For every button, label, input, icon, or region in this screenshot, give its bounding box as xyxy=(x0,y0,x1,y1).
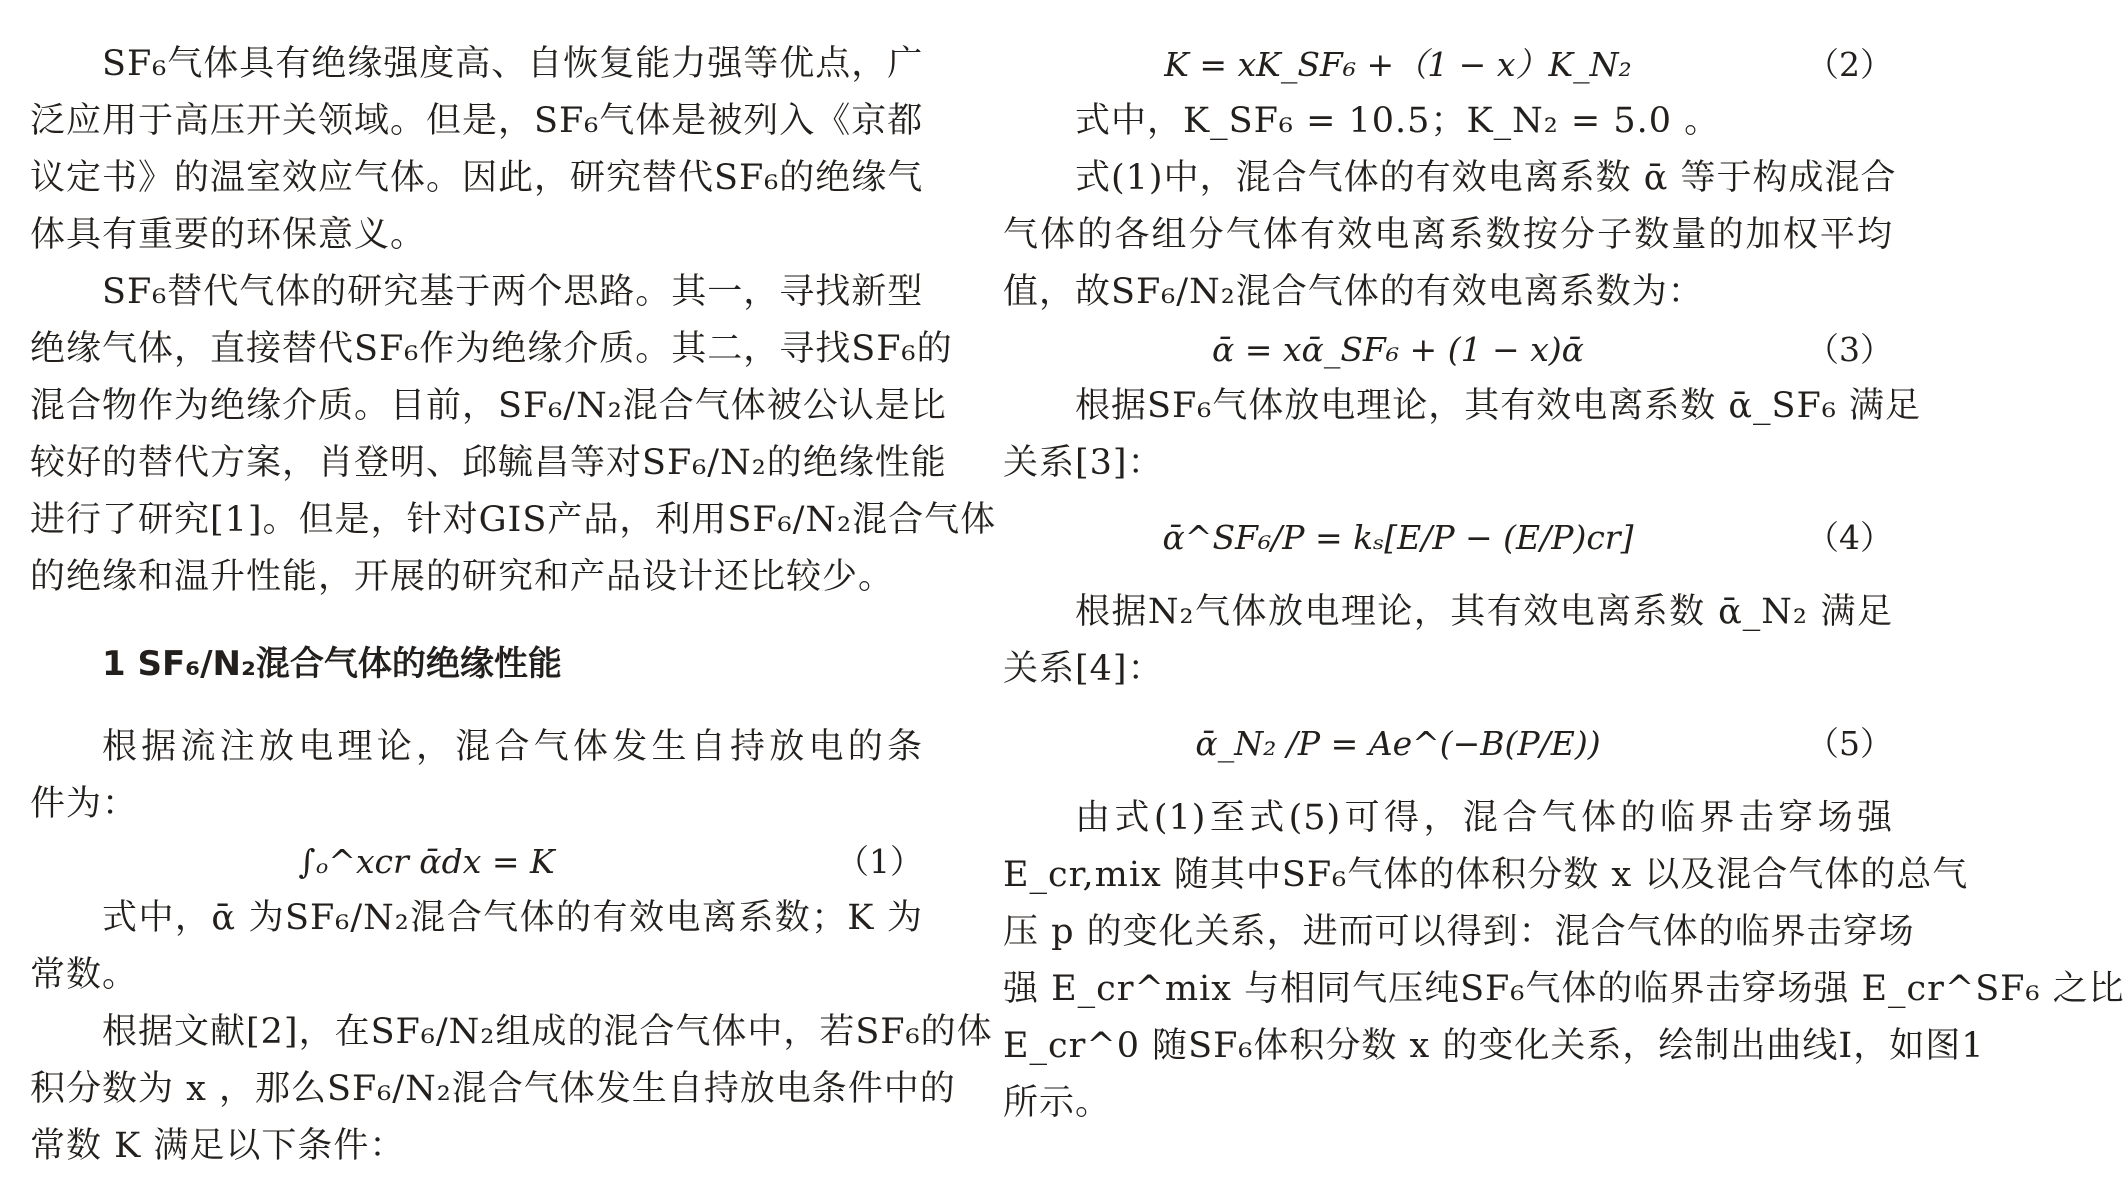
left-column xyxy=(30,36,997,1175)
equation-number: （5） xyxy=(1806,724,1893,763)
alpha-definition-paragraph xyxy=(30,890,923,1004)
text-line: 根据SF₆气体放电理论，其有效电离系数 ᾱ_SF₆ 满足 xyxy=(1075,386,1921,426)
text-line: 体具有重要的环保意义。 xyxy=(30,215,427,255)
right-column xyxy=(1003,36,2125,1132)
equation-text: ᾱ^SF₆/P = kₛ[E/P − (E/P)cr] xyxy=(1162,518,1634,557)
intro-paragraph xyxy=(30,36,923,264)
equation-5 xyxy=(1003,698,1893,790)
text-line: 式(1)中，混合气体的有效电离系数 ᾱ 等于构成混合 xyxy=(1075,158,1897,198)
breakdown-field-paragraph xyxy=(1003,790,2125,1132)
constants-note: 式中，K_SF₆ = 10.5；K_N₂ = 5.0 。 xyxy=(1075,101,1721,141)
text-line: E_cr,mix 随其中SF₆气体的体积分数 x 以及混合气体的总气 xyxy=(1003,855,1969,895)
streamer-paragraph xyxy=(30,719,923,833)
equation-2 xyxy=(1003,36,1893,93)
text-line: E_cr^0 随SF₆体积分数 x 的变化关系，绘制出曲线Ⅰ，如图1 xyxy=(1003,1026,1985,1066)
text-line: 式中，ᾱ 为SF₆/N₂混合气体的有效电离系数；K 为 xyxy=(102,898,923,938)
equation-text: ∫ₒ^xcr ᾱdx = K xyxy=(298,842,555,881)
equation-text: K = xK_SF₆ +（1 − x）K_N₂ xyxy=(1164,45,1632,84)
text-line: 根据流注放电理论，混合气体发生自持放电的条 xyxy=(102,727,923,767)
text-line: 件为： xyxy=(30,784,139,824)
equation-1 xyxy=(30,833,923,890)
text-line: 根据N₂气体放电理论，其有效电离系数 ᾱ_N₂ 满足 xyxy=(1075,592,1893,632)
text-line: 值，故SF₆/N₂混合气体的有效电离系数为： xyxy=(1003,272,1704,312)
reference-paragraph xyxy=(30,1004,993,1175)
text-line: 绝缘气体，直接替代SF₆作为绝缘介质。其二，寻找SF₆的 xyxy=(30,329,953,369)
text-line: 关系[4]： xyxy=(1003,649,1164,689)
text-line: 根据文献[2]，在SF₆/N₂组成的混合气体中，若SF₆的体 xyxy=(102,1012,993,1052)
text-line: 关系[3]： xyxy=(1003,443,1164,483)
equation-number: （2） xyxy=(1806,45,1893,84)
text-line: 所示。 xyxy=(1003,1083,1112,1123)
text-line: 较好的替代方案，肖登明、邱毓昌等对SF₆/N₂的绝缘性能 xyxy=(30,443,947,483)
text-line: 常数 K 满足以下条件： xyxy=(30,1126,406,1166)
text-line: 的绝缘和温升性能，开展的研究和产品设计还比较少。 xyxy=(30,557,895,597)
text-line: 压 p 的变化关系，进而可以得到：混合气体的临界击穿场 xyxy=(1003,912,1915,952)
text-line: 由式(1)至式(5)可得，混合气体的临界击穿场强 xyxy=(1075,798,1893,838)
equation-text: ᾱ = xᾱ_SF₆ + (1 − x)ᾱ xyxy=(1212,330,1584,369)
text-line: 议定书》的温室效应气体。因此，研究替代SF₆的绝缘气 xyxy=(30,158,924,198)
text-line: 常数。 xyxy=(30,955,139,995)
equation-text: ᾱ_N₂ /P = Ae^(−B(P/E)) xyxy=(1195,724,1601,763)
equation-number: （1） xyxy=(836,842,923,881)
approach-paragraph xyxy=(30,264,997,606)
sf6-theory-paragraph xyxy=(1003,378,1921,492)
equation-3 xyxy=(1003,321,1893,378)
text-line: SF₆气体具有绝缘强度高、自恢复能力强等优点，广 xyxy=(102,44,924,84)
section-heading: 1 SF₆/N₂混合气体的绝缘性能 xyxy=(102,644,562,684)
weighted-average-paragraph xyxy=(1003,150,1897,321)
equation-4 xyxy=(1003,492,1893,584)
text-line: SF₆替代气体的研究基于两个思路。其一，寻找新型 xyxy=(102,272,924,312)
text-line: 混合物作为绝缘介质。目前，SF₆/N₂混合气体被公认是比 xyxy=(30,386,947,426)
equation-number: （4） xyxy=(1806,518,1893,557)
text-line: 积分数为 x ，那么SF₆/N₂混合气体发生自持放电条件中的 xyxy=(30,1069,956,1109)
text-line: 泛应用于高压开关领域。但是，SF₆气体是被列入《京都 xyxy=(30,101,924,141)
text-line: 强 E_cr^mix 与相同气压纯SF₆气体的临界击穿场强 E_cr^SF₆ 之比 xyxy=(1003,969,2125,1009)
text-line: 气体的各组分气体有效电离系数按分子数量的加权平均 xyxy=(1003,215,1893,255)
text-line: 进行了研究[1]。但是，针对GIS产品，利用SF₆/N₂混合气体 xyxy=(30,500,997,540)
equation-number: （3） xyxy=(1806,330,1893,369)
n2-theory-paragraph xyxy=(1003,584,1893,698)
